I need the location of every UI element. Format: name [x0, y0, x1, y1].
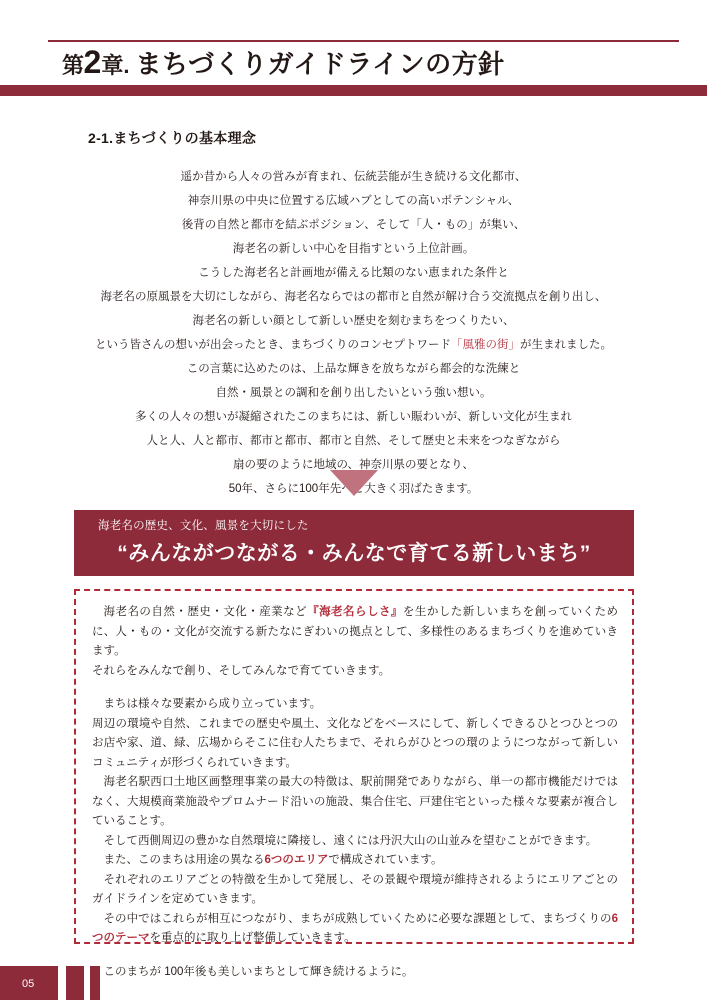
lead-line: こうした海老名と計画地が備える比類のない恵まれた条件と [198, 267, 509, 279]
body-text-post: で構成されています。 [328, 854, 443, 866]
concept-banner [74, 510, 634, 576]
lead-line-concept-pre: という皆さんの想いが出会ったとき、まちづくりのコンセプトワード [95, 339, 451, 351]
body-text-post: を重点的に取り上げ整備していきます。 [149, 932, 356, 944]
lead-line: 後背の自然と都市を結ぶポジション、そして「人・もの」が集い、 [181, 219, 526, 231]
lead-line-concept-post: が生まれました。 [519, 339, 612, 351]
concept-banner-subtitle: 海老名の歴史、文化、風景を大切にした [98, 520, 309, 532]
body-paragraph: それらをみんなで創り、そしてみんなで育てていきます。 [92, 664, 391, 677]
body-paragraph: まちは様々な要素から成り立っています。 [103, 698, 322, 710]
chapter-suffix-label: 章. [101, 53, 130, 78]
lead-block [40, 168, 667, 504]
title-rule-bottom [0, 86, 707, 96]
lead-line: 遥か昔から人々の営みが育まれ、伝統芸能が生き続ける文化都市、 [180, 171, 527, 183]
lead-line: 神奈川県の中央に位置する広域ハブとしての高いポテンシャル、 [187, 195, 520, 207]
concept-word: 「風雅の街」 [450, 339, 520, 351]
chapter-prefix-label: 第 [62, 53, 84, 78]
down-triangle-icon [330, 470, 378, 496]
chapter-title-band [0, 40, 707, 96]
lead-line-concept [40, 336, 667, 355]
body-highlight: 6つのテーマ [92, 912, 618, 944]
body-text-post: を生かした新しいまちを創っていくために、人・もの・文化が交流する新たなにぎわいの拠点として、多様性のあるまちづくりを進めていきます。 [92, 606, 618, 657]
body-paragraph [92, 851, 618, 871]
footer-block-right [90, 966, 100, 1000]
concept-banner-title: “みんながつながる・みんなで育てる新しいまち” [117, 542, 591, 565]
title-rule-top [48, 40, 679, 42]
lead-line: 海老名の原風景を大切にしながら、海老名ならではの都市と自然が解け合う交流拠点を創り出し、 [100, 291, 607, 303]
page-footer [0, 960, 707, 1000]
body-text-pre: 海老名の自然・歴史・文化・産業など [103, 606, 308, 618]
arrow-container [0, 470, 707, 501]
body-paragraph: そして西側周辺の豊かな自然環境に隣接し、遠くには丹沢大山の山並みを望むことができます。 [103, 834, 598, 847]
lead-line: 自然・風景との調和を創り出したいという強い想い。 [215, 387, 492, 399]
page-number: 05 [22, 978, 35, 990]
chapter-number: 2 [83, 44, 102, 80]
footer-block-middle [66, 966, 84, 1000]
lead-line: 海老名の新しい中心を目指すという上位計画。 [232, 243, 475, 255]
body-paragraph: 海老名駅西口土地区画整理事業の最大の特徴は、駅前開発でありながら、単一の都市機能だけではなく、大規模商業施設やプロムナード沿いの施設、集合住宅、戸建住宅といった様々な要素が複合していることす。 [92, 776, 618, 827]
section-heading: 2-1.まちづくりの基本理念 [88, 130, 257, 146]
body-paragraph: このまちが 100年後も美しいまちとして輝き続けるように。 [103, 965, 414, 978]
lead-line: 50年、さらに100年先へと大きく羽ばたきます。 [228, 483, 479, 495]
body-highlight: 6つのエリア [264, 854, 329, 866]
body-paragraph: 周辺の環境や自然、これまでの歴史や風土、文化などをベースにして、新しくできるひとつひとつのお店や家、道、緑、広場からそこに住む人たちまで、それらがひとつの環のようにつながって新しいコミュニティが形づくられていきます。 [92, 717, 618, 769]
body-text-pre: また、このまちは用途の異なる [103, 854, 265, 866]
lead-line: 海老名の新しい顔として新しい歴史を刻むまちをつくりたい、 [192, 315, 515, 327]
lead-line: 多くの人々の想いが凝縮されたこのまちには、新しい賑わいが、新しい文化が生まれ [135, 411, 572, 423]
body-paragraph [92, 603, 618, 662]
philosophy-text-box [74, 589, 634, 978]
lead-line: この言葉に込めたのは、上品な輝きを放ちながら都会的な洗練と [186, 363, 521, 375]
body-paragraph: それぞれのエリアごとの特徴を生かして発展し、その景観や環境が維持されるようにエリアごとのガイドラインを定めていきます。 [92, 873, 618, 905]
lead-line: 人と人、人と都市、都市と都市、都市と自然、そして歴史と未来をつなぎながら [146, 435, 561, 447]
body-text-pre: その中ではこれらが相互につながり、まちが成熟していくために必要な課題として、まちづくりの [103, 912, 612, 925]
chapter-title-row [62, 44, 505, 81]
lead-line: 扇の要のように地域の、神奈川県の要となり、 [232, 459, 475, 471]
page-title: まちづくりガイドラインの方針 [135, 49, 505, 79]
body-highlight: 『海老名らしさ』 [307, 606, 403, 618]
body-paragraph [92, 910, 618, 949]
